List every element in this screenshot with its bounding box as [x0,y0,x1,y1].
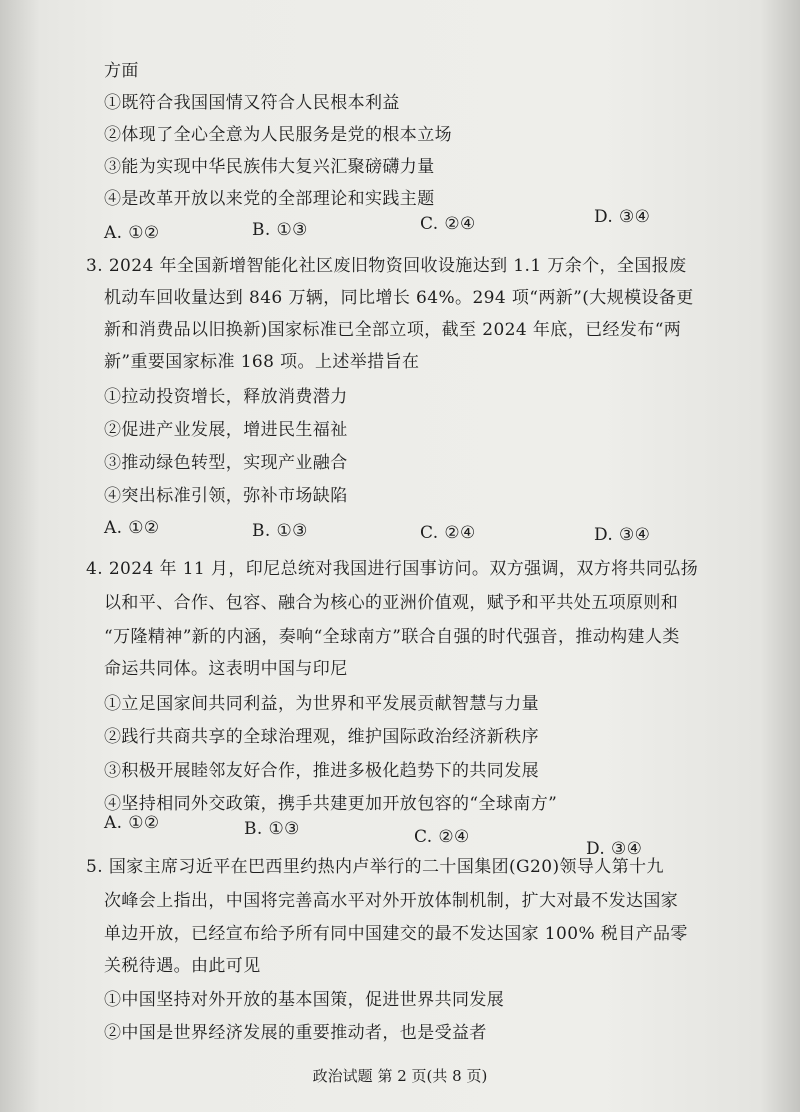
q2-statement-2: ②体现了全心全意为人民服务是党的根本立场 [104,125,452,145]
q4-stem-line-4: 命运共同体。这表明中国与印尼 [104,659,348,679]
q4-option-c: C. ②④ [414,827,470,847]
q3-option-c: C. ②④ [420,523,476,543]
q4-statement-2: ②践行共商共享的全球治理观，维护国际政治经济新秩序 [104,727,539,747]
q4-option-a: A. ①② [104,813,160,833]
q5-stem-line-3: 单边开放，已经宣布给予所有同中国建交的最不发达国家 100% 税目产品零 [104,924,688,944]
q3-stem-line-4: 新”重要国家标准 168 项。上述举措旨在 [104,352,420,372]
q4-statement-3: ③积极开展睦邻友好合作，推进多极化趋势下的共同发展 [104,761,539,781]
q3-stem-line-1: 3. 2024 年全国新增智能化社区废旧物资回收设施达到 1.1 万余个，全国报废 [86,256,687,276]
q3-stem-line-3: 新和消费品以旧换新)国家标准已全部立项，截至 2024 年底，已经发布“两 [104,320,682,340]
q3-statement-1: ①拉动投资增长，释放消费潜力 [104,387,348,407]
q2-option-a: A. ①② [104,223,160,243]
q5-stem-line-4: 关税待遇。由此可见 [104,956,261,976]
page-footer: 政治试题 第 2 页(共 8 页) [312,1067,488,1085]
q5-stem-line-2: 次峰会上指出，中国将完善高水平对外开放体制机制，扩大对最不发达国家 [104,891,679,911]
q5-stem-line-1: 5. 国家主席习近平在巴西里约热内卢举行的二十国集团(G20)领导人第十九 [86,857,664,877]
q4-stem-line-1: 4. 2024 年 11 月，印尼总统对我国进行国事访问。双方强调，双方将共同弘扬 [86,559,699,579]
q3-stem-line-2: 机动车回收量达到 846 万辆，同比增长 64%。294 项“两新”(大规模设备更 [104,288,694,308]
q3-statement-4: ④突出标准引领，弥补市场缺陷 [104,486,348,506]
q3-option-a: A. ①② [104,518,160,538]
q2-statement-4: ④是改革开放以来党的全部理论和实践主题 [104,189,435,209]
q4-option-b: B. ①③ [244,819,300,839]
q2-statement-1: ①既符合我国国情又符合人民根本利益 [104,93,400,113]
q2-continuation: 方面 [104,61,139,81]
q2-statement-3: ③能为实现中华民族伟大复兴汇聚磅礴力量 [104,157,435,177]
q5-statement-2: ②中国是世界经济发展的重要推动者，也是受益者 [104,1023,487,1043]
q4-statement-1: ①立足国家间共同利益，为世界和平发展贡献智慧与力量 [104,694,539,714]
q2-option-b: B. ①③ [252,220,308,240]
q4-statement-4: ④坚持相同外交政策，携手共建更加开放包容的“全球南方” [104,794,558,814]
q3-statement-3: ③推动绿色转型，实现产业融合 [104,453,348,473]
q3-option-b: B. ①③ [252,521,308,541]
q2-option-c: C. ②④ [420,214,476,234]
q4-stem-line-2: 以和平、合作、包容、融合为核心的亚洲价值观，赋予和平共处五项原则和 [104,593,679,613]
q5-statement-1: ①中国坚持对外开放的基本国策，促进世界共同发展 [104,990,505,1010]
q4-stem-line-3: “万隆精神”新的内涵，奏响“全球南方”联合自强的时代强音，推动构建人类 [104,627,680,647]
q2-option-d: D. ③④ [594,207,651,227]
q4-option-d: D. ③④ [586,839,643,859]
q3-option-d: D. ③④ [594,525,651,545]
q3-statement-2: ②促进产业发展，增进民生福祉 [104,420,348,440]
